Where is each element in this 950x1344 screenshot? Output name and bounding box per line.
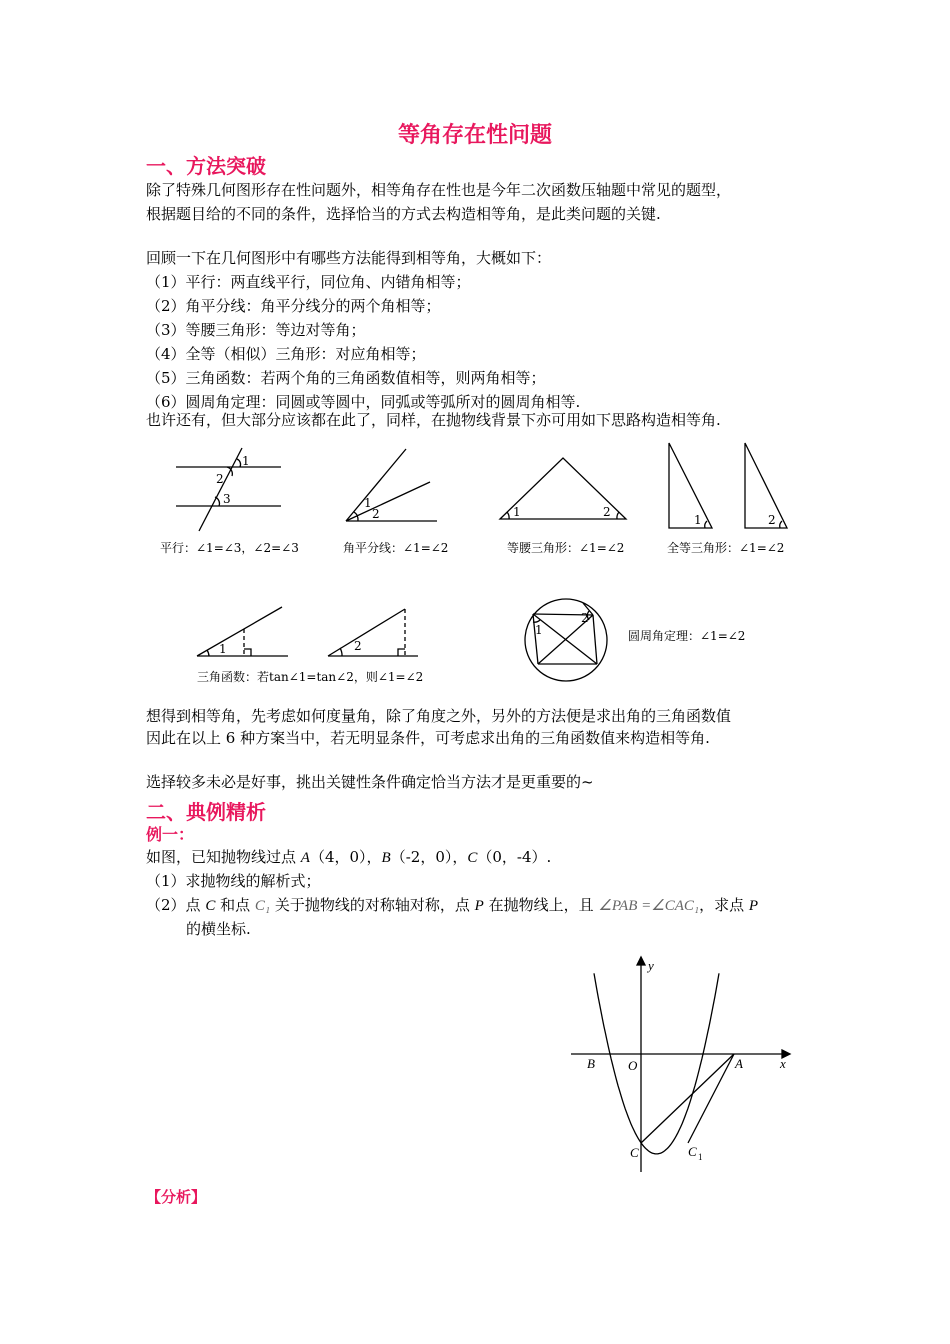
method-item: （6）圆周角定理：同圆或等圆中，同弧或等弧所对的圆周角相等. — [146, 393, 581, 411]
caption-bisector: 角平分线：∠1=∠2 — [343, 541, 449, 555]
intro-line-2: 根据题目给的不同的条件，选择恰当的方式去构造相等角，是此类问题的关键. — [146, 205, 661, 223]
method-item: （5）三角函数：若两个角的三角函数值相等，则两角相等； — [146, 369, 546, 387]
method-item: （4）全等（相似）三角形：对应角相等； — [146, 345, 426, 363]
page-title: 等角存在性问题 — [397, 122, 552, 148]
review-text: 回顾一下在几何图形中有哪些方法能得到相等角，大概如下： — [146, 249, 552, 267]
parabola-curve — [594, 973, 719, 1154]
angle-number: 3 — [223, 492, 231, 506]
line-CA — [641, 1054, 734, 1143]
point-C1-label: C — [688, 1144, 697, 1159]
angle-number: 1 — [219, 642, 227, 656]
y-label: y — [648, 958, 654, 973]
analysis-heading: 【分析】 — [146, 1188, 207, 1206]
caption-parallel: 平行：∠1=∠3，∠2=∠3 — [160, 541, 299, 555]
x-label: x — [780, 1056, 786, 1071]
angle-number: 1 — [513, 505, 521, 519]
angle-number: 2 — [354, 639, 362, 653]
method-item: （2）角平分线：角平分线分的两个角相等； — [146, 297, 441, 315]
point-A-label: A — [735, 1056, 743, 1071]
angle-number: 2 — [216, 472, 224, 486]
angle-number: 1 — [694, 513, 702, 527]
angle-number: 2 — [581, 611, 589, 625]
question-2-cont: 的横坐标. — [186, 920, 251, 938]
angle-number: 1 — [364, 496, 372, 510]
point-B-label: B — [587, 1056, 595, 1071]
method-item: （1）平行：两直线平行，同位角、内错角相等； — [146, 273, 471, 291]
point-C-label: C — [630, 1145, 639, 1160]
y-axis-arrow — [637, 957, 645, 965]
question-2: （2）点 C 和点 C₁ 关于抛物线的对称轴对称，点 P 在抛物线上，且 ∠PAB =∠CAC₁，求点 P — [146, 896, 759, 914]
method-item: （3）等腰三角形：等边对等角； — [146, 321, 366, 339]
angle-number: 2 — [768, 513, 776, 527]
caption-trig: 三角函数：若tan∠1=tan∠2，则∠1=∠2 — [197, 670, 424, 684]
angle-number: 2 — [372, 507, 380, 521]
point-C1-subscript: 1 — [698, 1152, 703, 1162]
closing-text: 选择较多未必是好事，挑出关键性条件确定恰当方法才是更重要的~ — [146, 773, 594, 791]
angle-number: 1 — [242, 454, 250, 468]
caption-isosceles: 等腰三角形：∠1=∠2 — [507, 541, 625, 555]
para2-line-1: 想得到相等角，先考虑如何度量角，除了角度之外，另外的方法便是求出角的三角函数值 — [146, 707, 732, 725]
line-C1A — [688, 1054, 734, 1143]
angle-number: 1 — [535, 623, 543, 637]
para2-line-2: 因此在以上 6 种方案当中，若无明显条件，可考虑求出角的三角函数值来构造相等角. — [146, 729, 710, 747]
question-1: （1）求抛物线的解析式； — [146, 872, 321, 890]
problem-statement: 如图，已知抛物线过点 A（4，0），B（-2，0），C（0，-4）. — [146, 848, 552, 866]
section1-heading: 一、方法突破 — [146, 154, 266, 178]
angle-number: 2 — [603, 505, 611, 519]
section2-heading: 二、典例精析 — [146, 800, 266, 824]
origin-label: O — [628, 1058, 638, 1073]
example-title: 例一： — [146, 825, 195, 844]
caption-circle: 圆周角定理：∠1=∠2 — [628, 629, 746, 643]
summary-text: 也许还有，但大部分应该都在此了，同样，在抛物线背景下亦可用如下思路构造相等角. — [146, 411, 721, 429]
intro-line-1: 除了特殊几何图形存在性问题外，相等角存在性也是今年二次函数压轴题中常见的题型， — [146, 181, 732, 199]
caption-congruent: 全等三角形：∠1=∠2 — [667, 541, 785, 555]
